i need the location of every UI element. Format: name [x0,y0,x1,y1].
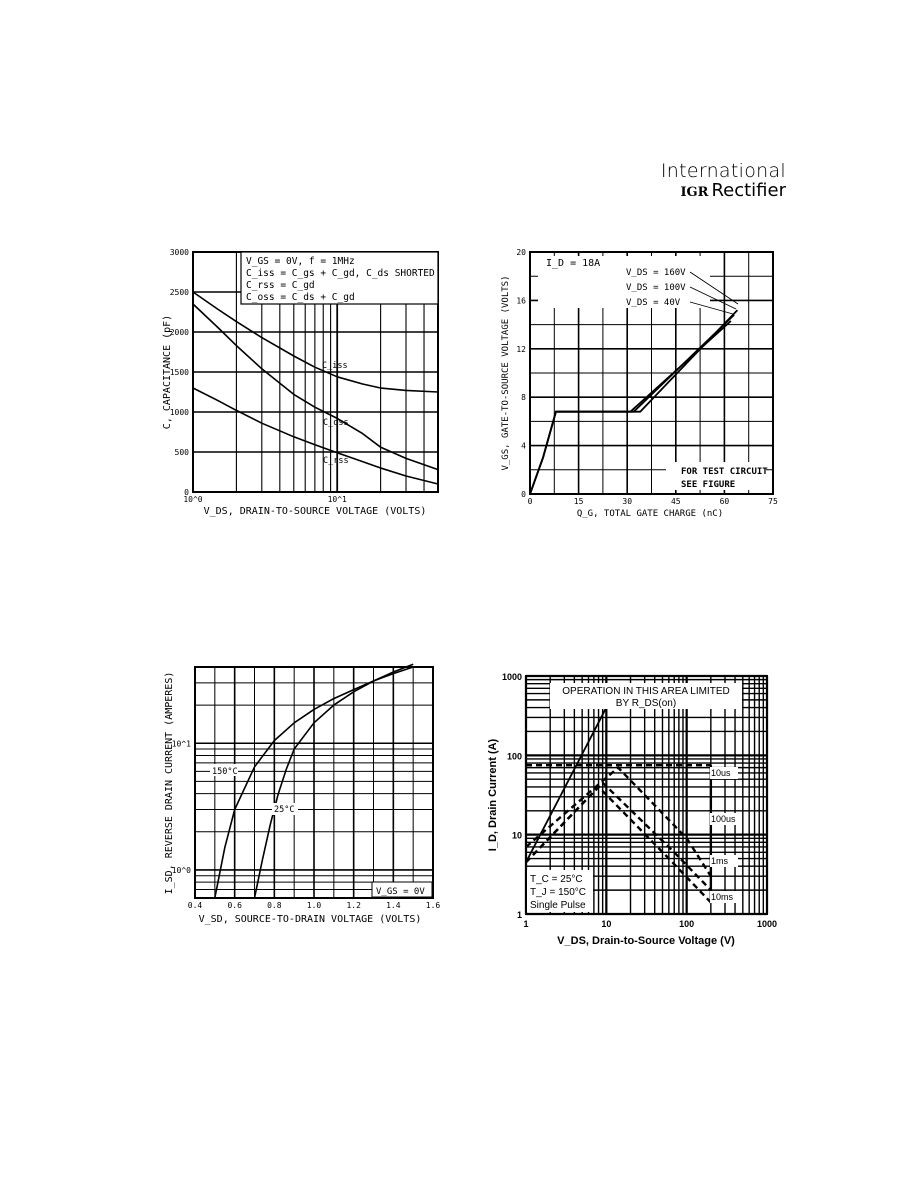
x-tick-label: 0.6 [227,901,242,910]
series-label: 10ms [711,892,734,902]
legend-line: C_iss = C_gs + C_gd, C_ds SHORTED [246,268,435,279]
x-axis-label: V_DS, Drain-to-Source Voltage (V) [557,935,735,947]
x-tick-label: 45 [670,497,681,506]
y-tick-label: 10^0 [171,865,191,875]
y-tick-label: 4 [521,441,526,451]
y-tick-label: 2500 [169,288,189,297]
annotation-label: OPERATION IN THIS AREA LIMITED [562,686,730,697]
annotation-label: BY R_DS(on) [615,698,677,709]
y-tick-label: 8 [521,393,526,403]
x-axis-label: V_SD, SOURCE-TO-DRAIN VOLTAGE (VOLTS) [198,914,422,925]
y-tick-label: 0 [521,490,526,499]
x-tick-label: 10 [601,919,612,929]
annotation-label: V_DS = 160V [626,268,686,278]
annotation-label: Single Pulse [530,900,586,911]
brand-name-line2-text: Rectifier [711,180,786,201]
x-axis-label: V_DS, DRAIN-TO-SOURCE VOLTAGE (VOLTS) [203,506,427,517]
x-tick-label: 10^0 [183,495,203,504]
y-tick-label: 100 [506,751,522,762]
y-tick-label: 16 [516,296,526,306]
legend-line: V_GS = 0V, f = 1MHz [246,256,355,267]
y-tick-label: 500 [174,448,189,457]
x-tick-label: 0 [527,497,533,506]
y-axis-label: C, CAPACITANCE (pF) [162,314,173,430]
y-tick-label: 1 [516,910,522,920]
y-tick-label: 10^1 [171,739,191,749]
y-axis-label: V_GS, GATE-TO-SOURCE VOLTAGE (VOLTS) [501,275,511,471]
x-tick-label: 0.4 [187,901,203,910]
x-tick-label: 100 [679,919,695,929]
y-tick-label: 12 [516,344,526,354]
legend-line: C_rss = C_gd [246,280,315,291]
brand-name-line1: International [660,160,786,182]
annotation-label: SEE FIGURE [681,480,736,490]
x-tick-label: 1000 [756,919,778,929]
annotation-label: T_C = 25°C [530,874,583,885]
series-label: C_rss [323,456,349,466]
x-tick-label: 1.6 [425,901,441,910]
series-label: 25°C [274,805,295,815]
brand-mark-logo: IGR [680,185,709,200]
y-tick-label: 1500 [169,368,189,377]
y-tick-label: 20 [516,248,526,257]
annotation-label: V_DS = 100V [626,283,686,293]
y-tick-label: 1000 [501,672,522,682]
x-tick-label: 1.4 [386,901,401,910]
series-label: 150°C [212,767,238,777]
y-tick-label: 1000 [169,408,189,417]
annotation-label: T_J = 150°C [530,887,586,898]
x-tick-label: 30 [622,497,633,506]
x-tick-label: 75 [768,497,778,506]
x-tick-label: 1.2 [346,901,361,910]
legend-line: C_oss = C_ds + C_gd [246,292,355,303]
series-label: C_oss [323,418,349,428]
annotation-label: V_DS = 40V [626,298,681,308]
y-tick-label: 10 [511,830,522,841]
y-tick-label: 0 [184,488,189,497]
series-label: C_iss [322,361,348,371]
x-axis-label: Q_G, TOTAL GATE CHARGE (nC) [576,509,724,519]
annotation-label: I_D = 18A [546,258,601,269]
y-axis-label: I_SD, REVERSE DRAIN CURRENT (AMPERES) [164,671,175,895]
annotation-label: V_GS = 0V [376,887,425,897]
y-axis-label: I_D, Drain Current (A) [487,738,499,852]
x-tick-label: 10^1 [327,495,347,504]
series-label: 100us [711,814,736,824]
y-tick-label: 2000 [169,328,189,337]
x-tick-label: 1.0 [306,901,322,910]
annotation-label: FOR TEST CIRCUIT [681,467,768,477]
x-tick-label: 15 [573,497,584,506]
x-tick-label: 0.8 [267,901,282,910]
y-tick-label: 3000 [169,248,189,257]
series-label: 1ms [711,856,729,866]
series-label: 10us [711,768,731,778]
x-tick-label: 60 [719,497,730,506]
x-tick-label: 1 [523,919,529,929]
